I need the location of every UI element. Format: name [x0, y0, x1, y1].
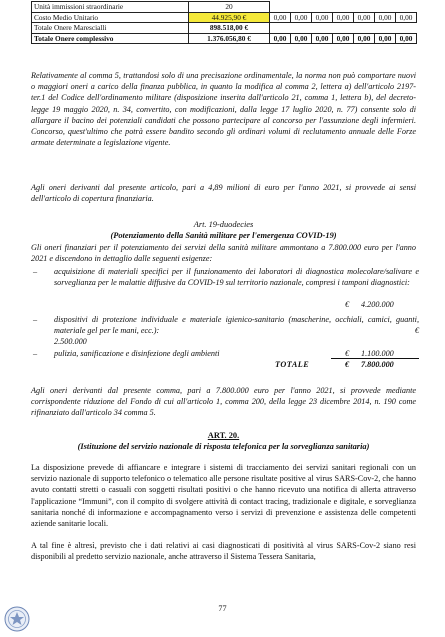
cell: 0,00 [396, 12, 417, 23]
list-item [31, 266, 419, 288]
list-item-text: acquisizione di materiali specifici per il funzionamento dei laboratori di diagnostica molecolare/salivare e sorveglianza per le malattie diffusive da COVID-19 sul territorio nazionale, compresi i tamponi diagnostici: [54, 267, 419, 288]
list-item-text: dispositivi di protezione individuale e materiale igienico-sanitario (mascherine, occhiali, camici, guanti, materiale gel per le mani, ecc.): [54, 314, 419, 335]
article-20-title-wrap [31, 430, 416, 441]
row-value: 1.376.056,80 € [189, 33, 270, 44]
total-amount: 7.800.000 [361, 360, 394, 370]
article-19-intro: Gli oneri finanziari per il potenziamento dei servizi della sanità militare ammontano a 7.800.000 euro per l'anno 2021 e discendono in dettaglio dalle seguenti esigenze: [31, 243, 416, 264]
euro-sign: € [345, 300, 350, 310]
euro-sign: € [345, 349, 350, 359]
article-19-subtitle: (Potenziamento della Sanità militare per l'emergenza COVID-19) [110, 231, 337, 240]
cell: 0,00 [354, 12, 375, 23]
list-item-text: pulizia, sanificazione e disinfezione degli ambienti [54, 349, 220, 359]
total-label: TOTALE [275, 360, 310, 370]
paragraph-oneri: Agli oneri derivanti dal presente articolo, pari a 4,89 milioni di euro per l'anno 2021, si provvede ai sensi dell'articolo di copertura finanziaria. [31, 183, 416, 204]
euro-sign: € [414, 325, 419, 335]
row-label: Totale Onere complessivo [32, 33, 189, 44]
article-20-paragraph-1: La disposizione prevede di affiancare e integrare i sistemi di tracciamento dei servizi sanitari regionali con un servizio nazionale di supporto telefonico o telematico alle persone risultate positive al virus SARS-Cov-2, che hanno avuto contatti stretti o casuali con soggetti risultati positivi o che hanno ricevuto una notifica di allerta attraverso l'applicazione “Immuni”, con il compito di svolgere attività di contact tracing, tradizionale e digitale, e sorveglianza sanitaria nonché di informazione e accompagnamento verso i servizi di prevenzione e assistenza delle competenti aziende sanitarie locali. [31, 463, 416, 529]
table-row [32, 33, 417, 44]
list-item [31, 348, 419, 359]
article-19-title: Art. 19-duodecies [193, 220, 254, 229]
article-20-subtitle: (Istituzione del servizio nazionale di risposta telefonica per la sorveglianza sanitaria) [77, 442, 370, 451]
table-row [32, 2, 417, 13]
cell: 0,00 [375, 12, 396, 23]
list-dash: – [33, 314, 38, 324]
list-dash: – [33, 349, 38, 359]
row-value: 20 [189, 2, 270, 13]
article-20-title: ART. 20. [207, 431, 240, 440]
row-label: Totale Onere Marescialli [32, 23, 189, 34]
list-item-amount [31, 336, 419, 347]
cell: 0,00 [375, 33, 396, 44]
cell: 0,00 [354, 33, 375, 44]
list-item [31, 314, 419, 336]
cell: 0,00 [291, 33, 312, 44]
cost-table [31, 1, 417, 44]
cell: 0,00 [333, 12, 354, 23]
total-row [31, 359, 419, 371]
table-row [32, 12, 417, 23]
paragraph-comma-5: Relativamente al comma 5, trattandosi solo di una precisazione ordinamentale, la norma non può comportare nuovi o maggiori oneri a carico della finanza pubblica, in quanto la modifica al comma 2, lettera a) dell'articolo 2197-ter.1 del Codice dell'ordinamento militare (disposizione inserita dall'articolo 21, comma 1, lettera b), del decreto-legge 19 maggio 2020, n. 34, convertito, con modificazioni, dalla legge 17 luglio 2020, n. 77) consente solo di allargare il bacino dei potenziali candidati che possono partecipare al concorso per l'assunzione degli infermieri. Concorso, quest'ultimo che potrà essere bandito secondo gli ordinari volumi di reclutamento annuale delle Forze armate determinate a legislazione vigente. [31, 71, 416, 148]
cell: 0,00 [312, 33, 333, 44]
article-19-closing: Agli oneri derivanti dal presente comma, pari a 7.800.000 euro per l'anno 2021, si provvede mediante corrispondente riduzione del Fondo di cui all'articolo 1, comma 200, della legge 23 dicembre 2014, n. 190 come rifinanziato dall'articolo 34 comma 5. [31, 386, 416, 418]
amount: 4.200.000 [361, 300, 394, 310]
cell: 0,00 [270, 12, 291, 23]
amount: 1.100.000 [361, 349, 394, 359]
cell: 0,00 [333, 33, 354, 44]
emblem-seal-icon [4, 606, 30, 632]
cell: 0,00 [312, 12, 333, 23]
amount: 2.500.000 [54, 337, 87, 346]
euro-sign: € [345, 360, 350, 370]
list-item-amount [31, 299, 419, 310]
article-20-paragraph-2: A tal fine è altresì, previsto che i dati relativi ai casi diagnosticati di positività al virus SARS-Cov-2 siano resi disponibili al predetto servizio nazionale, anche attraverso il Sistema Tessera Sanitaria, [31, 541, 416, 562]
cell: 0,00 [291, 12, 312, 23]
table-row [32, 23, 417, 34]
list-dash: – [33, 267, 38, 276]
page-number: 77 [218, 604, 227, 613]
row-value: 898.518,00 € [189, 23, 270, 34]
cell: 0,00 [270, 33, 291, 44]
cell: 0,00 [396, 33, 417, 44]
row-label: Costo Medio Unitario [32, 12, 189, 23]
row-value-highlight: 44.925,90 € [189, 12, 270, 23]
expense-list [31, 266, 419, 371]
row-label: Unità immissioni straordinarie [32, 2, 189, 13]
